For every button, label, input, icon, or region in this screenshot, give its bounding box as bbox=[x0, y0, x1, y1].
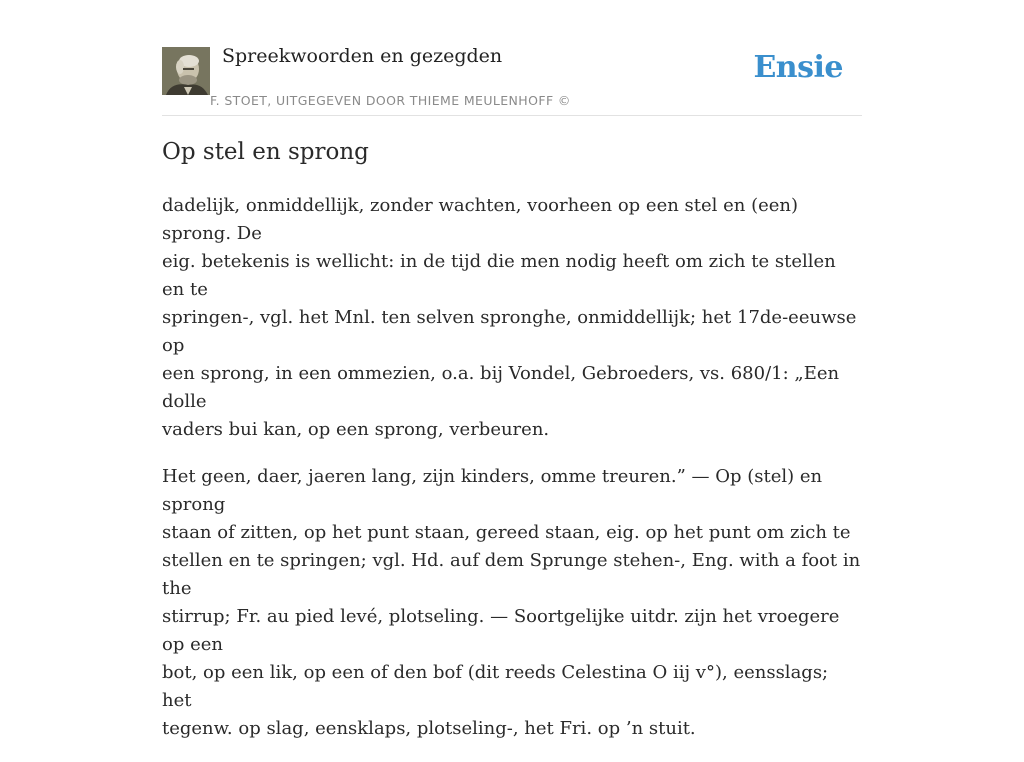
author-portrait-icon[interactable] bbox=[162, 47, 210, 95]
source-header bbox=[162, 0, 862, 116]
entry-body bbox=[162, 192, 862, 762]
source-credit: F. STOET, UITGEGEVEN DOOR THIEME MEULENHOFF © bbox=[210, 93, 571, 108]
ensie-logo[interactable]: Ensie bbox=[753, 50, 843, 85]
portrait-image bbox=[162, 47, 210, 95]
entry-title: Op stel en sprong bbox=[162, 139, 369, 165]
entry-paragraph: dadelijk, onmiddellijk, zonder wachten, voorheen op een stel en (een) sprong. De eig. betekenis is wellicht: in de tijd die men nodig heeft om zich te stellen en te springen-, vgl. het Mnl. ten selven spronghe, onmiddellijk; het 17de-eeuwse op een sprong, in een ommezien, o.a. bij Vondel, Gebroeders, vs. 680/1: „Een dolle vaders bui kan, op een sprong, verbeuren. bbox=[162, 195, 857, 440]
entry-paragraph: Het geen, daer, jaeren lang, zijn kinders, omme treuren.” — Op (stel) en sprong staan of zitten, op het punt staan, gereed staan, eig. op het punt om zich te stellen en te springen; vgl. Hd. auf dem Sprunge stehen-, Eng. with a foot in the stirrup; Fr. au pied levé, plotseling. — Soortgelijke uitdr. zijn het vroegere op een bot, op een lik, op een of den bof (dit reeds Celestina O iij v°), eensslags; het tegenw. op slag, eensklaps, plotseling-, het Fri. op ’n stuit. bbox=[162, 466, 861, 739]
content-column bbox=[162, 0, 862, 739]
source-title[interactable]: Spreekwoorden en gezegden bbox=[222, 45, 503, 67]
